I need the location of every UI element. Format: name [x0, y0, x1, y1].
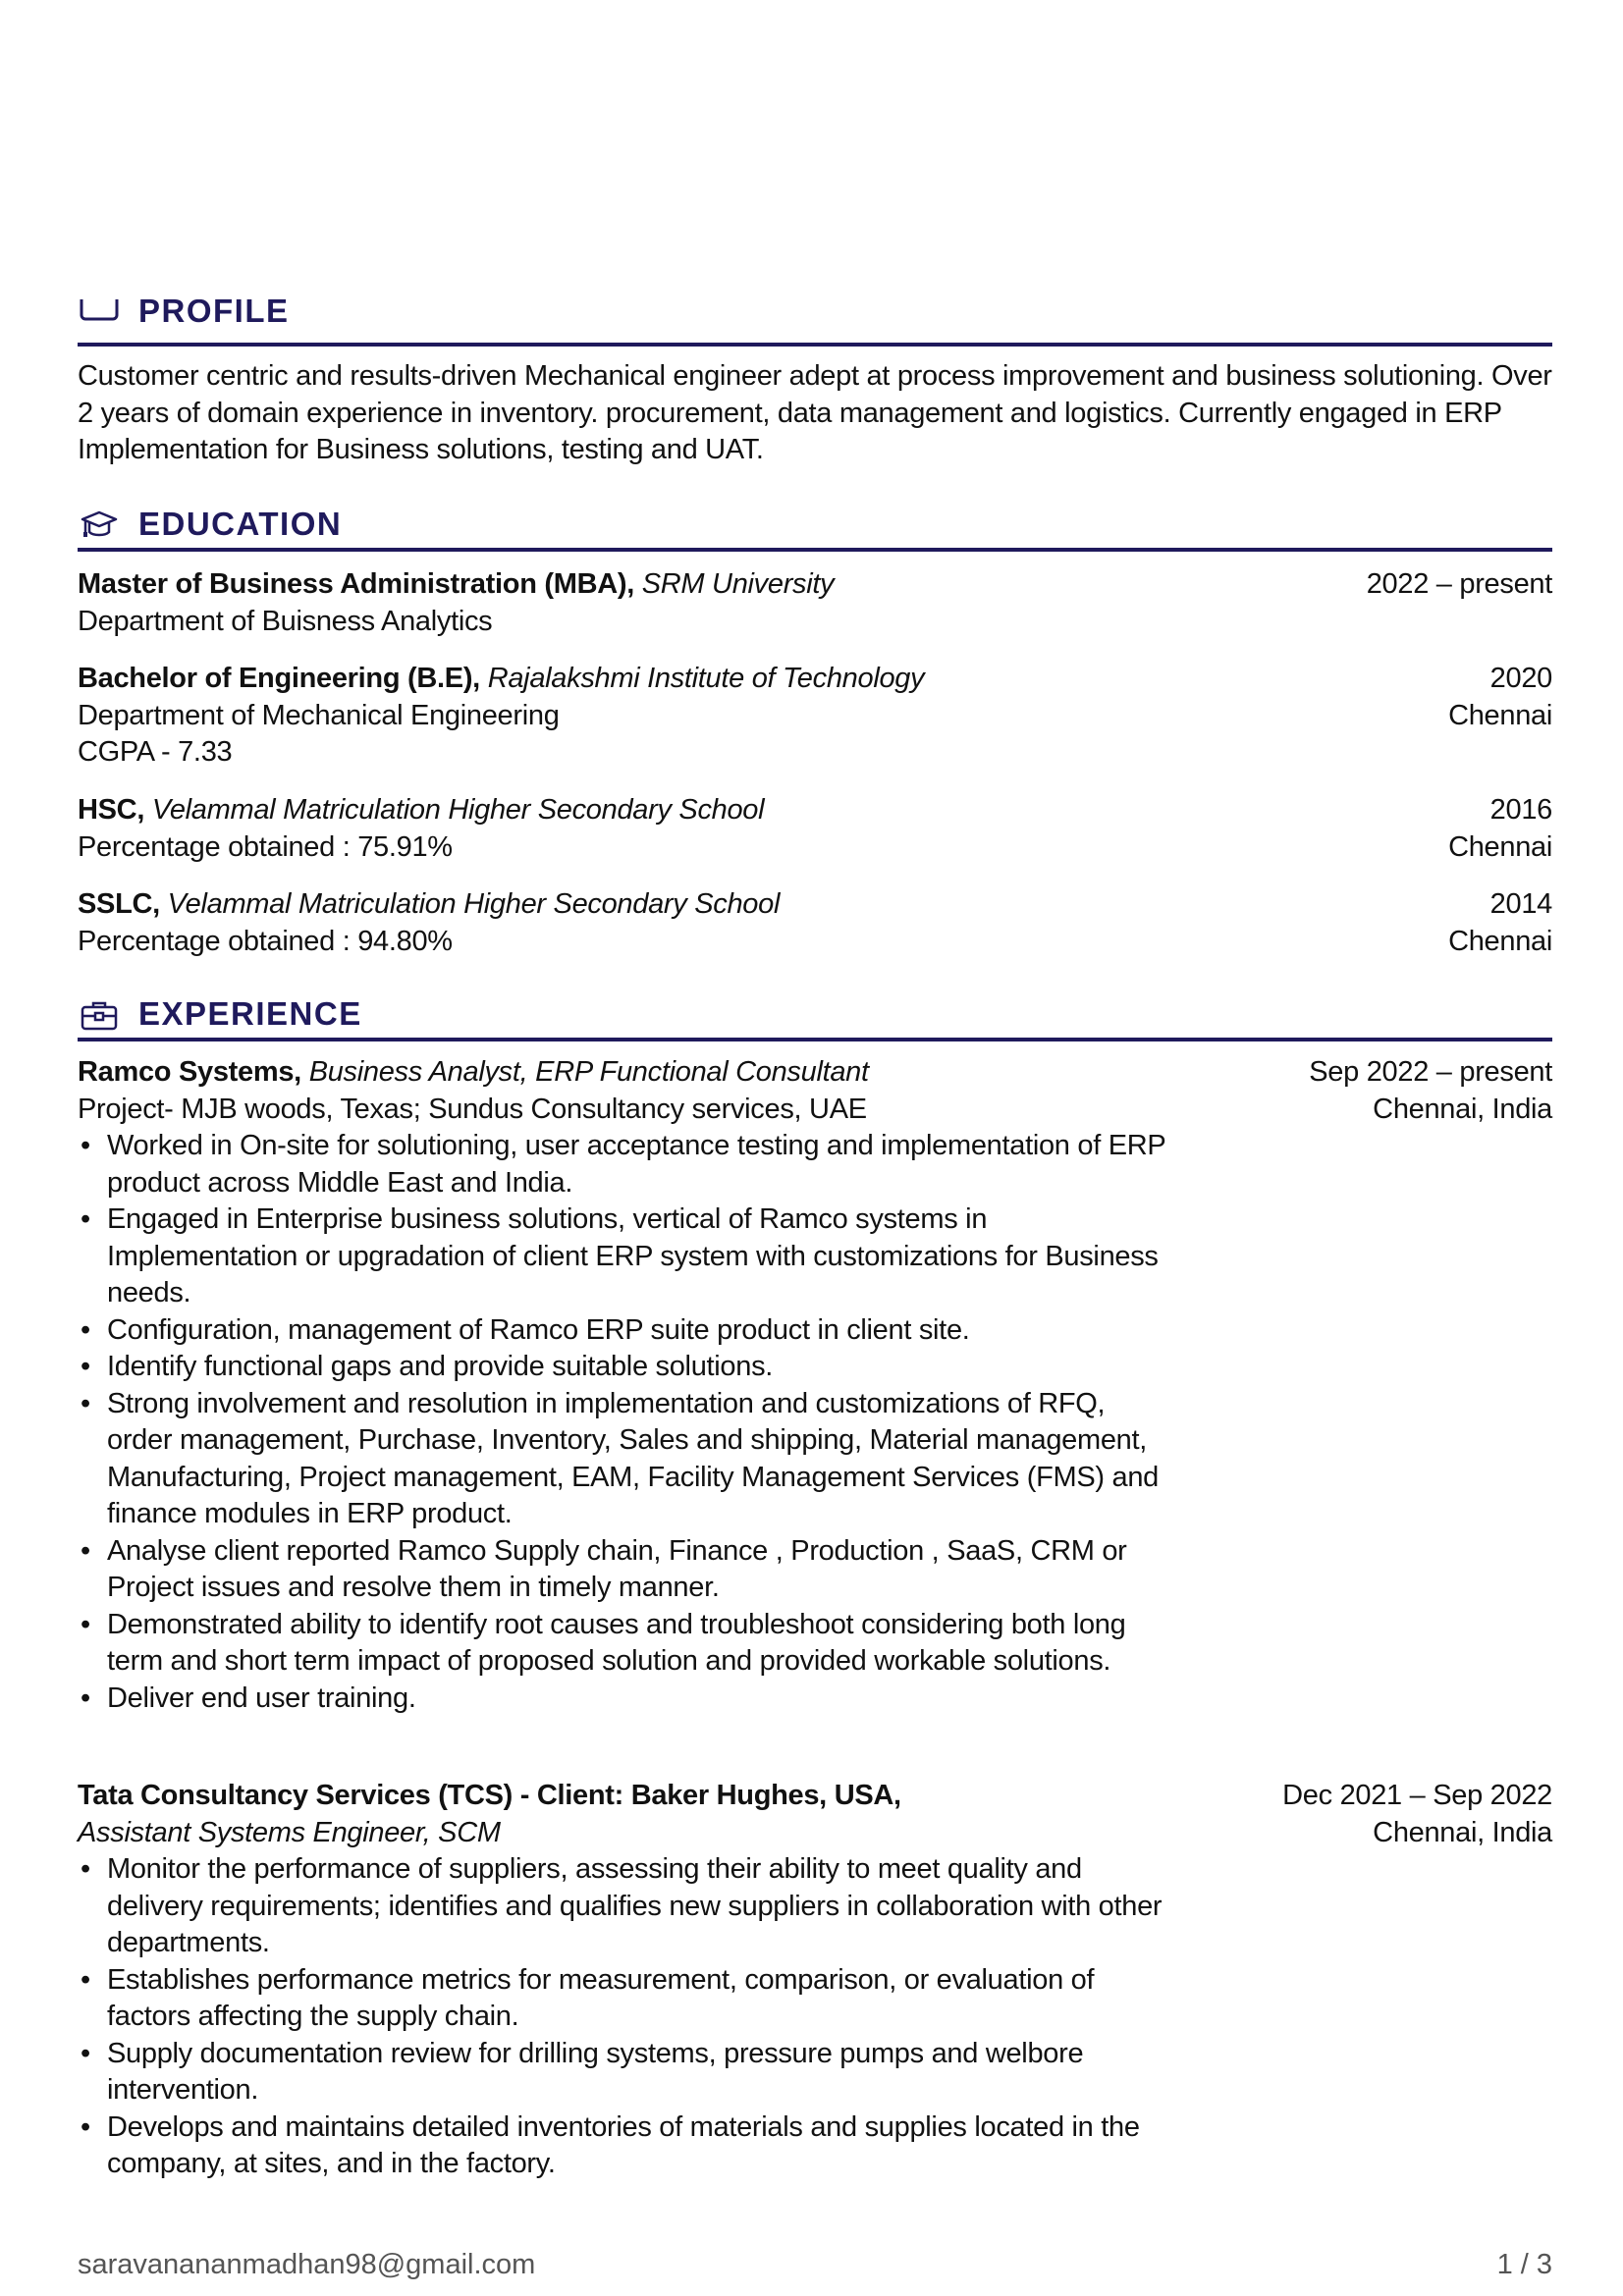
role: Assistant Systems Engineer, SCM — [78, 1816, 501, 1848]
responsibility-list — [78, 1128, 1177, 1717]
degree: HSC, — [78, 794, 145, 826]
education-location: Chennai — [1448, 925, 1552, 957]
education-location: Chennai — [1448, 699, 1552, 731]
education-date: 2014 — [1489, 888, 1552, 920]
education-date: 2016 — [1489, 794, 1552, 826]
education-heading: EDUCATION — [138, 506, 343, 542]
experience-date: Dec 2021 – Sep 2022 — [1282, 1780, 1552, 1811]
graduation-cap-icon — [80, 508, 119, 542]
profile-section-header — [78, 299, 1552, 347]
responsibility-list — [78, 1851, 1177, 2183]
list-item: • Demonstrated ability to identify root causes and troubleshoot considering both long term and short term impact of proposed solution and provided workable solutions. — [78, 1607, 1177, 1681]
education-detail: Department of Buisness Analytics — [78, 605, 493, 637]
list-item: • Analyse client reported Ramco Supply chain, Finance , Production , SaaS, CRM or Project issues and resolve them in timely manner. — [78, 1533, 1177, 1607]
experience-location: Chennai, India — [1373, 1816, 1552, 1848]
list-item: • Worked in On-site for solutioning, user acceptance testing and implementation of ERP product across Middle East and India. — [78, 1128, 1177, 1201]
degree: SSLC, — [78, 888, 160, 920]
institution: Velammal Matriculation Higher Secondary School — [167, 888, 781, 920]
list-item: • Develops and maintains detailed inventories of materials and supplies located in the company, at sites, and in the factory. — [78, 2109, 1177, 2183]
experience-section-header — [78, 994, 1552, 1041]
role: Business Analyst, ERP Functional Consultant — [308, 1056, 869, 1088]
experience-heading: EXPERIENCE — [138, 995, 362, 1032]
list-item: • Deliver end user training. — [78, 1681, 1177, 1718]
list-item: • Strong involvement and resolution in implementation and customizations of RFQ, order management, Purchase, Inventory, Sales and shipping, Material management, Manufacturing, Project management, EAM, Facility Management Services (FMS) and finance modules in ERP product. — [78, 1386, 1177, 1533]
institution: Velammal Matriculation Higher Secondary School — [151, 794, 765, 826]
experience-location: Chennai, India — [1373, 1093, 1552, 1125]
degree: Master of Business Administration (MBA), — [78, 568, 634, 600]
list-item: • Establishes performance metrics for measurement, comparison, or evaluation of factors affecting the supply chain. — [78, 1962, 1177, 2036]
education-section-header — [78, 505, 1552, 552]
list-item: • Engaged in Enterprise business solutions, vertical of Ramco systems in Implementation or upgradation of client ERP system with customizations for Business needs. — [78, 1201, 1177, 1312]
education-detail: CGPA - 7.33 — [78, 736, 233, 768]
education-date: 2022 – present — [1366, 568, 1552, 600]
company: Ramco Systems, — [78, 1056, 301, 1088]
page-number: 1 / 3 — [1496, 2249, 1552, 2280]
profile-heading: PROFILE — [138, 299, 290, 329]
list-item: • Monitor the performance of suppliers, assessing their ability to meet quality and delivery requirements; identifies and qualifies new suppliers in collaboration with other departments. — [78, 1851, 1177, 1962]
institution: SRM University — [641, 568, 835, 600]
degree: Bachelor of Engineering (B.E), — [78, 663, 480, 694]
company: Tata Consultancy Services (TCS) - Client: Baker Hughes, USA, — [78, 1780, 901, 1811]
list-item: • Identify functional gaps and provide suitable solutions. — [78, 1349, 1177, 1386]
project: Project- MJB woods, Texas; Sundus Consultancy services, UAE — [78, 1093, 867, 1125]
education-detail: Department of Mechanical Engineering — [78, 699, 560, 731]
experience-date: Sep 2022 – present — [1309, 1056, 1552, 1088]
briefcase-icon — [80, 998, 119, 1032]
list-item: • Supply documentation review for drilling systems, pressure pumps and welbore intervention. — [78, 2036, 1177, 2109]
institution: Rajalakshmi Institute of Technology — [487, 663, 925, 694]
education-location: Chennai — [1448, 830, 1552, 863]
resume-page — [78, 0, 1552, 2296]
list-item: • Configuration, management of Ramco ERP suite product in client site. — [78, 1312, 1177, 1350]
education-date: 2020 — [1489, 663, 1552, 694]
id-card-icon — [80, 299, 119, 323]
education-detail: Percentage obtained : 94.80% — [78, 925, 453, 957]
footer-email[interactable]: saravanananmadhan98@gmail.com — [78, 2249, 536, 2280]
profile-summary: Customer centric and results-driven Mechanical engineer adept at process improvement and business solutioning. Over 2 years of domain experience in inventory. procurement, data management and logistics. Currently engaged in ERP Implementation for Business solutions, testing and UAT. — [78, 360, 1552, 465]
education-detail: Percentage obtained : 75.91% — [78, 830, 453, 863]
